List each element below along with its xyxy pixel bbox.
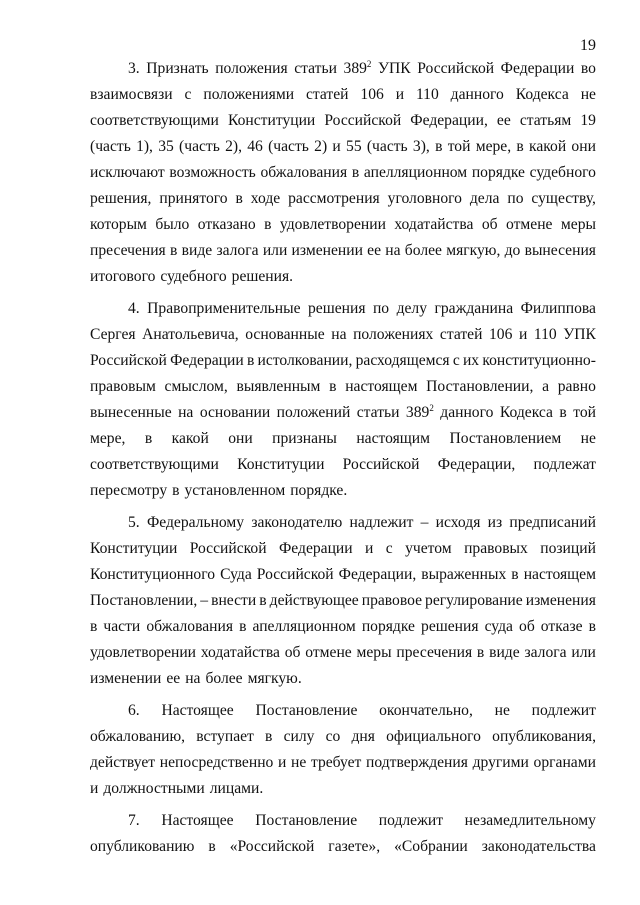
word: исключают [90, 164, 165, 181]
word: Федерации, [410, 112, 488, 129]
word: дела [469, 190, 500, 207]
word: основании [199, 404, 271, 421]
word: порядке. [290, 482, 348, 499]
word: силу [283, 728, 315, 745]
word: отказе [540, 618, 583, 635]
text-line [90, 82, 596, 108]
word: виде [181, 242, 213, 259]
word: 1), [136, 138, 153, 155]
text-line [90, 834, 596, 860]
text-line [90, 562, 596, 588]
word: Правоприменительные [147, 300, 301, 317]
word: положений [276, 404, 351, 421]
word: $389^2$ [343, 59, 372, 77]
word: удовлетворении [90, 644, 197, 661]
text-line [90, 374, 596, 400]
word: в [476, 644, 485, 661]
text-line [90, 426, 596, 452]
word: а [542, 378, 550, 395]
word: признаны [272, 430, 337, 447]
word: соответствующими [90, 456, 219, 473]
word: (часть [366, 138, 408, 155]
word: Федерации, [338, 566, 417, 583]
text-line [90, 536, 596, 562]
word: в [329, 378, 337, 395]
word: 3), [412, 138, 430, 155]
word: действует [90, 754, 156, 771]
word: и [518, 326, 528, 343]
word: порядке [471, 164, 525, 181]
word: учетом [405, 540, 452, 557]
word: с [452, 352, 460, 369]
text-line [90, 134, 596, 160]
word: правовым [90, 378, 156, 395]
text-line [90, 750, 596, 776]
word: об [519, 618, 535, 635]
word: лицами. [209, 780, 264, 797]
word: мягкую. [247, 670, 302, 687]
word: Федерации [170, 352, 244, 369]
text-line [90, 724, 596, 750]
word: какой [528, 138, 567, 155]
word: Анатольевича, [142, 326, 239, 343]
word: выявленным [236, 378, 321, 395]
word: положения [215, 60, 288, 77]
word: ее [367, 242, 382, 259]
word: какой [171, 430, 209, 447]
word: конституционно- [482, 352, 596, 369]
text-line [90, 698, 596, 724]
word: подлежит [531, 702, 596, 719]
word: пресечения [90, 242, 166, 259]
word: дня [351, 728, 375, 745]
word: действующее [269, 592, 359, 609]
word: делу [396, 300, 427, 317]
word: незамедлительному [464, 812, 596, 829]
text-line [90, 400, 596, 426]
word: Конституции [90, 540, 178, 557]
word: взаимосвязи [90, 86, 173, 103]
word: до [504, 242, 521, 259]
word: Постановление [255, 812, 358, 829]
word: – [420, 514, 429, 531]
word: и [395, 86, 405, 103]
word: Конституционного [90, 566, 216, 583]
word: в [172, 482, 180, 499]
word: Федерации [500, 60, 575, 77]
word: обжалования [260, 164, 348, 181]
text-line [90, 478, 596, 504]
word: решения, [90, 190, 152, 207]
word: меры [560, 216, 596, 233]
word: 106 [360, 86, 384, 103]
word: изменении [291, 242, 363, 259]
word: 46 [247, 138, 263, 155]
word: позиций [540, 540, 596, 557]
word: требует [310, 754, 362, 771]
word: опубликования, [492, 728, 596, 745]
word: Суда [220, 566, 252, 583]
word: равно [557, 378, 596, 395]
word: соответствующими [90, 112, 219, 129]
word: 6. [128, 702, 140, 719]
word: решения. [231, 268, 294, 285]
word: газете», [328, 838, 381, 855]
word: положениях [353, 326, 434, 343]
word: отмене [506, 216, 553, 233]
word: исходя [435, 514, 481, 531]
word: с [184, 86, 192, 103]
word: по [507, 190, 524, 207]
word: надлежит [349, 514, 414, 531]
word: Кодекса [499, 404, 553, 421]
word: ее [496, 112, 511, 129]
word: более [404, 242, 442, 259]
word: Российской [342, 456, 420, 473]
word: из [487, 514, 503, 531]
word: мере, [90, 430, 126, 447]
word: и [90, 780, 99, 797]
word: Кодекса [515, 86, 569, 103]
word: виде [489, 644, 520, 661]
word: ходатайства [394, 216, 474, 233]
word: Российской [189, 540, 267, 557]
word: вынесенные [90, 404, 172, 421]
text-line [90, 452, 596, 478]
word: 110 [533, 326, 557, 343]
word: статьи [356, 404, 400, 421]
text-line [90, 264, 596, 290]
word: «Собрании [394, 838, 468, 855]
word: в [511, 566, 519, 583]
word: Сергея [90, 326, 136, 343]
word: более [205, 670, 243, 687]
word: Признать [146, 60, 209, 77]
word: Постановлении, [90, 592, 198, 609]
word: выраженных [421, 566, 507, 583]
word: Российской [90, 352, 167, 369]
word: судебного [160, 268, 227, 285]
word: истолковании, [257, 352, 353, 369]
text-line [90, 348, 596, 374]
word: 55 [346, 138, 362, 155]
word: регулирование [425, 592, 523, 609]
word: на [185, 670, 201, 687]
text-line [90, 666, 596, 692]
word: или [262, 242, 288, 259]
word: отказано [197, 216, 256, 233]
word: положениями [203, 86, 295, 103]
word: Федерации, [437, 456, 516, 473]
word: мере, [475, 138, 512, 155]
word: (часть [90, 138, 131, 155]
word: в [246, 352, 255, 369]
word: Конституции [227, 112, 316, 129]
word: части [103, 618, 141, 635]
text-line [90, 776, 596, 802]
word: Настоящее [161, 702, 234, 719]
word: порядке [361, 618, 415, 635]
word: не [580, 430, 596, 447]
word: 5. [128, 514, 140, 531]
text-line [90, 56, 596, 82]
word: (часть [179, 138, 220, 155]
word: их [462, 352, 480, 369]
word: не [291, 754, 307, 771]
word: уголовного [387, 190, 462, 207]
word: или [571, 644, 596, 661]
word: настоящем [345, 378, 418, 395]
word: в [208, 838, 216, 855]
word: установленном [184, 482, 286, 499]
text-line [90, 212, 596, 238]
word: во [580, 60, 596, 77]
word: они [228, 430, 253, 447]
word: которым [90, 216, 147, 233]
word: принятого [159, 190, 228, 207]
word: на [385, 242, 401, 259]
word: статей [305, 86, 349, 103]
word: апелляционном [252, 618, 356, 635]
text-line [90, 108, 596, 134]
word: предписаний [509, 514, 596, 531]
word: «Российской [229, 838, 315, 855]
page-number: 19 [580, 37, 596, 54]
word: и [278, 754, 287, 771]
word: в [90, 618, 98, 635]
word: меры [356, 644, 392, 661]
word: органами [533, 754, 596, 771]
word: подлежат [533, 456, 596, 473]
text-line [90, 186, 596, 212]
word: той [447, 138, 471, 155]
word: изменении [90, 670, 162, 687]
word: они [571, 138, 596, 155]
word: внести [211, 592, 257, 609]
word: в [239, 618, 247, 635]
word: законодательства [481, 838, 596, 855]
word: 2), [225, 138, 242, 155]
word: гражданина [434, 300, 514, 317]
word: правовое [361, 592, 423, 609]
text-line [90, 808, 596, 834]
word: расходящемся [355, 352, 450, 369]
word: в [235, 190, 243, 207]
word: существу, [531, 190, 596, 207]
word: Российской [324, 112, 402, 129]
word: смыслом, [164, 378, 228, 395]
word: основанные [245, 326, 325, 343]
word: 106 [489, 326, 513, 343]
word: и [365, 540, 374, 557]
word: должностными [103, 780, 205, 797]
word: залога [524, 644, 567, 661]
word: с [385, 540, 393, 557]
word: отмене [305, 644, 352, 661]
word: возможность [169, 164, 256, 181]
word: суда [484, 618, 513, 635]
word: УПК [563, 326, 596, 343]
word: рассмотрения [288, 190, 380, 207]
word: 4. [128, 300, 140, 317]
word: настоящем [523, 566, 596, 583]
word: в [169, 242, 178, 259]
word: статьи [294, 60, 337, 77]
word: пресечения [396, 644, 473, 661]
word: в [559, 404, 567, 421]
word: подтверждения [366, 754, 468, 771]
word: данного [450, 86, 504, 103]
word: не [580, 86, 596, 103]
word: было [155, 216, 190, 233]
text-line [90, 296, 596, 322]
word: в [351, 164, 360, 181]
word: статей [439, 326, 483, 343]
word: со [325, 728, 341, 745]
word: в [516, 138, 524, 155]
word: 19 [580, 112, 596, 129]
word: 3. [128, 60, 140, 77]
word: непосредственно [159, 754, 274, 771]
word: решения [307, 300, 366, 317]
word: Федеральному [146, 514, 245, 531]
document-body [90, 56, 596, 860]
word: другими [472, 754, 529, 771]
word: обжалованию, [90, 728, 186, 745]
word: в [588, 618, 596, 635]
word: данного [440, 404, 494, 421]
word: не [494, 702, 510, 719]
text-line [90, 238, 596, 264]
word: ходатайства [200, 644, 280, 661]
word: той [573, 404, 596, 421]
text-line [90, 510, 596, 536]
word: по [372, 300, 390, 317]
word: в [265, 728, 273, 745]
word: Российской [256, 566, 334, 583]
word: залога [216, 242, 259, 259]
word: пересмотру [90, 482, 168, 499]
word: 110 [415, 86, 439, 103]
text-line [90, 640, 596, 666]
word: ее [166, 670, 181, 687]
word: Постановлении, [426, 378, 534, 395]
word: вступает [196, 728, 254, 745]
word: апелляционном [363, 164, 468, 181]
word: решения [421, 618, 479, 635]
word: ходе [250, 190, 281, 207]
word: 2) [314, 138, 328, 155]
text-line [90, 322, 596, 348]
word: судебного [529, 164, 596, 181]
word: изменения [525, 592, 596, 609]
word: вынесения [524, 242, 596, 259]
word: об [481, 216, 498, 233]
word: в [435, 138, 443, 155]
word: мягкую, [446, 242, 501, 259]
word: в [259, 592, 267, 609]
word: правовых [464, 540, 528, 557]
word: удовлетворении [279, 216, 386, 233]
word: и [332, 138, 341, 155]
text-line [90, 160, 596, 186]
word: Постановлением [449, 430, 562, 447]
word: Федерации [278, 540, 353, 557]
word: настоящим [356, 430, 431, 447]
word: Постановление [255, 702, 358, 719]
word: опубликованию [90, 838, 195, 855]
word: (часть [268, 138, 309, 155]
word: Российской [417, 60, 495, 77]
word: $389^2$ [405, 403, 434, 421]
word: на [178, 404, 194, 421]
word: официального [386, 728, 481, 745]
word: окончательно, [379, 702, 473, 719]
word: на [331, 326, 347, 343]
word: обжалования [146, 618, 234, 635]
text-line [90, 588, 596, 614]
word: законодателю [251, 514, 343, 531]
word: Филиппова [520, 300, 596, 317]
word: статьям [519, 112, 572, 129]
word: об [284, 644, 301, 661]
word: Конституции [237, 456, 325, 473]
word: 35 [158, 138, 174, 155]
word: в [144, 430, 153, 447]
word: 7. [128, 812, 140, 829]
word: УПК [377, 60, 411, 77]
word: – [200, 592, 209, 609]
text-line [90, 614, 596, 640]
word: Настоящее [161, 812, 234, 829]
word: итогового [90, 268, 156, 285]
word: в [264, 216, 272, 233]
word: подлежит [378, 812, 444, 829]
